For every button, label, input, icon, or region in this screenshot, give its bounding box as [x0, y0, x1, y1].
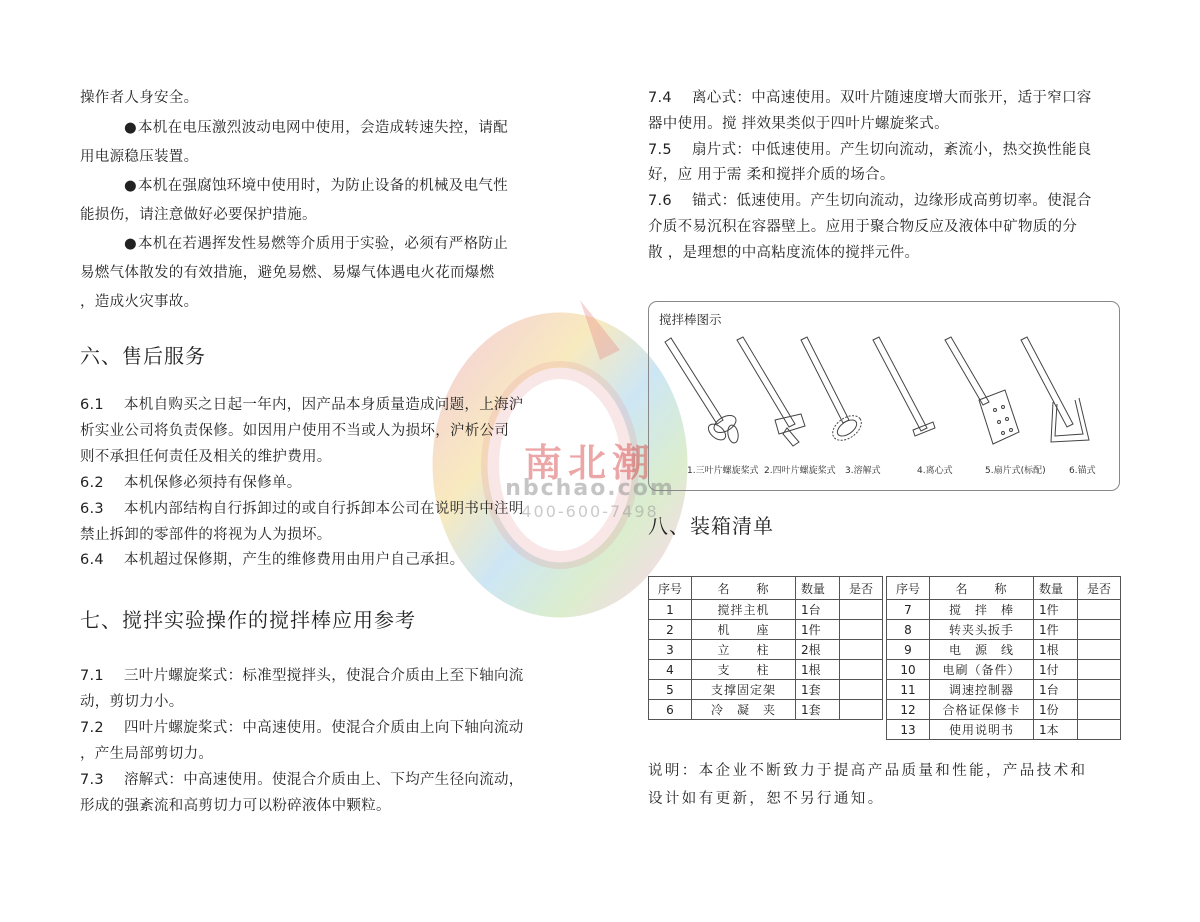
note-text — [648, 757, 1087, 813]
cell-name: 支撑固定架 — [692, 680, 796, 700]
cell-name: 调速控制器 — [930, 680, 1034, 700]
header-name: 名 称 — [930, 577, 1034, 600]
cell-check — [840, 680, 883, 700]
table-row — [887, 660, 1121, 680]
note-line: 设计如有更新，恕不另行通知。 — [648, 791, 885, 807]
table-row — [649, 700, 883, 720]
cell-name: 转夹头扳手 — [930, 620, 1034, 640]
watermark-url: nbchao.com — [505, 476, 675, 501]
cell-index: 10 — [887, 660, 930, 680]
list-item: 则不承担任何责任及相关的维护费用。 — [80, 449, 332, 465]
figure-label: 3.溶解式 — [845, 466, 881, 476]
cell-qty: 1份 — [1034, 700, 1078, 720]
cell-index: 9 — [887, 640, 930, 660]
text-line: ，造成火灾事故。 — [80, 294, 199, 310]
packing-table-right — [886, 576, 1121, 740]
table-row — [649, 640, 883, 660]
bullet-icon: ● — [124, 236, 137, 252]
cell-name: 电 源 线 — [930, 640, 1034, 660]
list-item: 动，剪切力小。 — [80, 694, 184, 710]
cell-index: 11 — [887, 680, 930, 700]
list-item: 7.6 锚式：低速使用。产生切向流动，边缘形成高剪切率。使混合 — [648, 193, 1092, 209]
cell-check — [1078, 600, 1121, 620]
header-index: 序号 — [887, 577, 930, 600]
cell-check — [840, 640, 883, 660]
cell-qty: 2根 — [796, 640, 840, 660]
cell-check — [1078, 620, 1121, 640]
list-item: 6.3 本机内部结构自行拆卸过的或自行拆卸本公司在说明书中注明 — [80, 501, 524, 517]
cell-name: 机 座 — [692, 620, 796, 640]
list-item: 形成的强紊流和高剪切力可以粉碎液体中颗粒。 — [80, 798, 391, 814]
cell-qty: 1件 — [1034, 620, 1078, 640]
cell-name: 冷 凝 夹 — [692, 700, 796, 720]
cell-qty: 1台 — [1034, 680, 1078, 700]
cell-name: 支 柱 — [692, 660, 796, 680]
list-item: 器中使用。搅 拌效果类似于四叶片螺旋桨式。 — [648, 116, 949, 132]
cell-qty: 1付 — [1034, 660, 1078, 680]
figure-title: 搅拌棒图示 — [659, 312, 722, 327]
list-item: 6.2 本机保修必须持有保修单。 — [80, 475, 302, 491]
header-qty: 数量 — [796, 577, 840, 600]
list-item: 7.5 扇片式：中低速使用。产生切向流动，紊流小，热交换性能良 — [648, 142, 1092, 158]
list-item: 禁止拆卸的零部件的将视为人为损坏。 — [80, 527, 332, 543]
text-line: 能损伤，请注意做好必要保护措施。 — [80, 207, 317, 223]
cell-name: 搅 拌 棒 — [930, 600, 1034, 620]
list-item: 好，应 用于需 柔和搅拌介质的场合。 — [648, 167, 895, 183]
bullet-icon: ● — [124, 120, 137, 136]
text-line: 用电源稳压装置。 — [80, 149, 199, 165]
cell-index: 8 — [887, 620, 930, 640]
table-row — [887, 640, 1121, 660]
table-row — [649, 680, 883, 700]
cell-name: 搅拌主机 — [692, 600, 796, 620]
cell-name: 立 柱 — [692, 640, 796, 660]
section-7-title: 七、搅拌实验操作的搅拌棒应用参考 — [80, 608, 416, 632]
cell-check — [840, 600, 883, 620]
table-row — [649, 660, 883, 680]
figure-label: 5.扇片式(标配) — [985, 466, 1046, 476]
header-check: 是否 — [840, 577, 883, 600]
cell-qty: 1件 — [796, 620, 840, 640]
note-line: 说明：本企业不断致力于提高产品质量和性能，产品技术和 — [648, 763, 1088, 779]
cell-check — [1078, 680, 1121, 700]
figure-label: 2.四叶片螺旋桨式 — [764, 466, 836, 476]
bullet-icon: ● — [124, 178, 137, 194]
cell-qty: 1台 — [796, 600, 840, 620]
cell-index: 5 — [649, 680, 692, 700]
propeller-4-blade-icon — [737, 337, 805, 446]
cell-index: 3 — [649, 640, 692, 660]
stirrer-figure — [648, 301, 1120, 491]
watermark-phone: 400-600-7498 — [521, 502, 659, 521]
cell-name: 合格证保修卡 — [930, 700, 1034, 720]
cell-index: 13 — [887, 720, 930, 740]
header-index: 序号 — [649, 577, 692, 600]
header-qty: 数量 — [1034, 577, 1078, 600]
section-6-title: 六、售后服务 — [80, 344, 206, 368]
list-item: 7.3 溶解式：中高速使用。使混合介质由上、下均产生径向流动， — [80, 772, 524, 788]
cell-check — [1078, 720, 1121, 740]
paddle-stirrer-icon — [945, 337, 1019, 444]
bullet-line: ●本机在若遇挥发性易燃等介质用于实验，必须有严格防止 — [80, 230, 508, 259]
text-line: 操作者人身安全。 — [80, 90, 199, 106]
table-header-row — [887, 577, 1121, 600]
cell-index: 1 — [649, 600, 692, 620]
bullet-line: ●本机在强腐蚀环境中使用时，为防止设备的机械及电气性 — [80, 172, 508, 201]
propeller-3-blade-icon — [665, 338, 739, 444]
dissolving-disc-icon — [801, 337, 866, 445]
cell-qty: 1根 — [1034, 640, 1078, 660]
list-item: 7.1 三叶片螺旋桨式：标准型搅拌头，使混合介质由上至下轴向流 — [80, 668, 524, 684]
list-item: 7.4 离心式：中高速使用。双叶片随速度增大而张开，适于窄口容 — [648, 90, 1092, 106]
figure-label: 6.锚式 — [1069, 466, 1096, 476]
cell-index: 6 — [649, 700, 692, 720]
table-row — [649, 600, 883, 620]
figure-label: 1.三叶片螺旋桨式 — [687, 466, 759, 476]
cell-name: 使用说明书 — [930, 720, 1034, 740]
list-item: 6.4 本机超过保修期，产生的维修费用由用户自己承担。 — [80, 552, 465, 568]
cell-check — [1078, 640, 1121, 660]
cell-check — [1078, 660, 1121, 680]
cell-index: 7 — [887, 600, 930, 620]
table-row — [887, 680, 1121, 700]
packing-table-left — [648, 576, 883, 720]
section-8-title: 八、装箱清单 — [648, 514, 774, 538]
table-row — [887, 720, 1121, 740]
cell-index: 12 — [887, 700, 930, 720]
table-row — [887, 700, 1121, 720]
cell-qty: 1件 — [1034, 600, 1078, 620]
list-item: 介质不易沉积在容器壁上。应用于聚合物反应及液体中矿物质的分 — [648, 219, 1078, 235]
list-item: ，产生局部剪切力。 — [80, 746, 214, 762]
cell-check — [840, 620, 883, 640]
table-row — [887, 600, 1121, 620]
list-item: 6.1 本机自购买之日起一年内，因产品本身质量造成问题，上海沪 — [80, 397, 524, 413]
list-item: 7.2 四叶片螺旋桨式：中高速使用。使混合介质由上向下轴向流动 — [80, 720, 524, 736]
table-header-row — [649, 577, 883, 600]
table-row — [649, 620, 883, 640]
cell-index: 4 — [649, 660, 692, 680]
cell-qty: 1套 — [796, 700, 840, 720]
list-item: 散 ，是理想的中高粘度流体的搅拌元件。 — [648, 245, 920, 261]
watermark-logo-text: 南北潮 — [523, 440, 656, 485]
cell-qty: 1套 — [796, 680, 840, 700]
cell-qty: 1本 — [1034, 720, 1078, 740]
list-item: 析实业公司将负责保修。如因用户使用不当或人为损坏，沪析公司 — [80, 423, 510, 439]
bullet-line: ●本机在电压激烈波动电网中使用，会造成转速失控，请配 — [80, 114, 508, 143]
cell-qty: 1根 — [796, 660, 840, 680]
cell-index: 2 — [649, 620, 692, 640]
cell-check — [1078, 700, 1121, 720]
table-row — [887, 620, 1121, 640]
figure-label: 4.离心式 — [917, 466, 953, 476]
text-line: 易燃气体散发的有效措施，避免易燃、易爆气体遇电火花而爆燃 — [80, 265, 495, 281]
centrifugal-stirrer-icon — [873, 337, 935, 436]
cell-check — [840, 700, 883, 720]
header-name: 名 称 — [692, 577, 796, 600]
header-check: 是否 — [1078, 577, 1121, 600]
anchor-stirrer-icon — [1021, 337, 1089, 442]
cell-check — [840, 660, 883, 680]
cell-name: 电刷（备件） — [930, 660, 1034, 680]
